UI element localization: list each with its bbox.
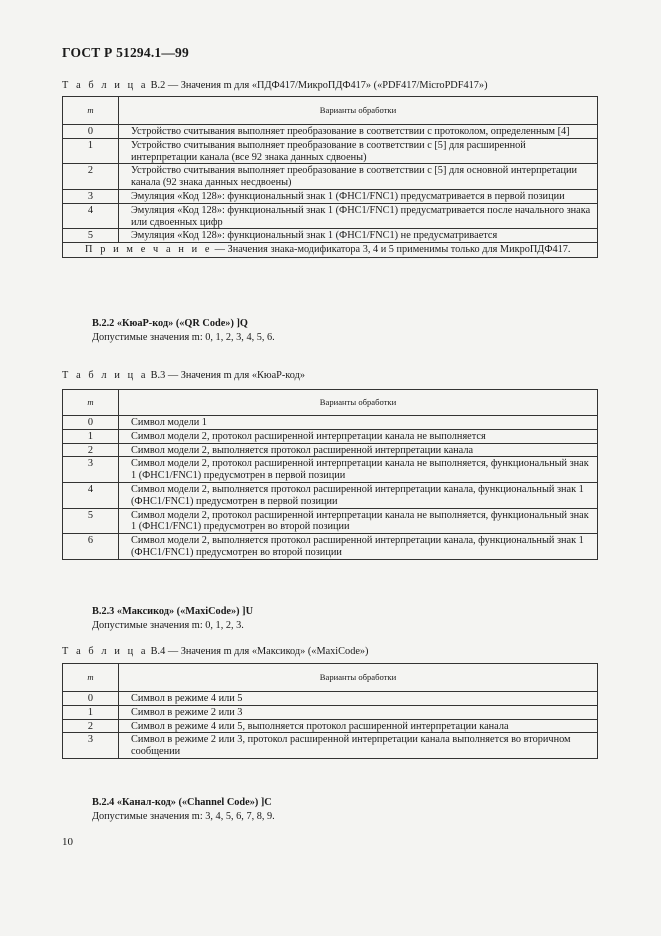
table-row [63, 138, 598, 164]
row-description: Символ модели 2, протокол расширенной интерпретации канала не выполняется [119, 429, 598, 443]
table-row [63, 229, 598, 243]
row-description: Эмуляция «Код 128»: функциональный знак 1 (ФНС1/FNC1) предусматривается после начального знака или сдвоенных цифр [119, 203, 598, 229]
row-description: Символ в режиме 4 или 5, выполняется протокол расширенной интерпретации канала [119, 719, 598, 733]
row-m-value: 1 [63, 138, 119, 164]
document-title: ГОСТ Р 51294.1—99 [62, 45, 189, 60]
row-description: Символ модели 2, выполняется протокол расширенной интерпретации канала, функциональный знак 1 (ФНС1/FNC1) предусмотрен в первой позиции [119, 482, 598, 508]
table-b3 [62, 389, 598, 560]
row-description: Символ модели 2, выполняется протокол расширенной интерпретации канала [119, 443, 598, 457]
row-m-value: 1 [63, 705, 119, 719]
note-label: П р и м е ч а н и е [85, 244, 213, 256]
table-b3-header-desc: Варианты обработки [119, 390, 598, 416]
row-m-value: 2 [63, 164, 119, 190]
row-m-value: 0 [63, 125, 119, 139]
table-b4-caption [62, 646, 369, 657]
row-description: Символ модели 2, протокол расширенной интерпретации канала не выполняется, функциональный знак 1 (ФНС1/FNC1) предусмотрен в первой позиции [119, 457, 598, 483]
table-b4-caption-label: Т а б л и ц а [62, 646, 149, 657]
table-b3-caption [62, 370, 305, 381]
table-row [63, 429, 598, 443]
table-b4-header-desc: Варианты обработки [119, 664, 598, 692]
table-row [63, 508, 598, 534]
row-description: Символ модели 1 [119, 416, 598, 430]
row-m-value: 4 [63, 482, 119, 508]
row-m-value: 6 [63, 534, 119, 560]
row-m-value: 1 [63, 429, 119, 443]
table-b3-caption-text: В.3 — Значения m для «КюаР-код» [148, 370, 306, 381]
section-b23-values: Допустимые значения m: 0, 1, 2, 3. [92, 620, 244, 631]
section-b24-heading: В.2.4 «Канал-код» («Channel Code») ]C [92, 797, 272, 808]
row-description: Символ в режиме 2 или 3 [119, 705, 598, 719]
note-text: — Значения знака-модификатора 3, 4 и 5 применимы только для МикроПДФ417. [212, 244, 571, 256]
section-b23-heading: В.2.3 «Максикод» («MaxiCode») ]U [92, 606, 254, 617]
row-description: Эмуляция «Код 128»: функциональный знак 1 (ФНС1/FNC1) не предусматривается [119, 229, 598, 243]
row-description: Символ модели 2, выполняется протокол расширенной интерпретации канала, функциональный знак 1 (ФНС1/FNC1) предусмотрен во второй позиции [119, 534, 598, 560]
table-b2 [62, 96, 598, 258]
table-row [63, 733, 598, 759]
section-b24-values: Допустимые значения m: 3, 4, 5, 6, 7, 8, 9. [92, 811, 275, 822]
table-b3-header-m: m [63, 390, 119, 416]
row-description: Эмуляция «Код 128»: функциональный знак 1 (ФНС1/FNC1) предусматривается в первой позиции [119, 189, 598, 203]
table-row [63, 705, 598, 719]
row-description: Устройство считывания выполняет преобразование в соответствии с [5] для основной интерпретации канала (92 знака данных несдвоены) [119, 164, 598, 190]
table-b4-header-m: m [63, 664, 119, 692]
row-m-value: 3 [63, 733, 119, 759]
row-m-value: 0 [63, 692, 119, 706]
table-note-row [63, 243, 598, 258]
table-b4-caption-text: В.4 — Значения m для «Максикод» («MaxiCode») [148, 646, 369, 657]
table-row [63, 203, 598, 229]
table-row [63, 457, 598, 483]
table-b2-caption-label: Т а б л и ц а [62, 80, 149, 91]
table-b2-caption [62, 80, 488, 91]
table-row [63, 534, 598, 560]
row-description: Символ модели 2, протокол расширенной интерпретации канала не выполняется, функциональный знак 1 (ФНС1/FNC1) предусмотрен во второй позиции [119, 508, 598, 534]
row-description: Символ в режиме 4 или 5 [119, 692, 598, 706]
table-row [63, 189, 598, 203]
table-row [63, 719, 598, 733]
table-b2-header-desc: Варианты обработки [119, 97, 598, 125]
table-row [63, 443, 598, 457]
table-b4 [62, 663, 598, 759]
row-description: Символ в режиме 2 или 3, протокол расширенной интерпретации канала выполняется во вторичном сообщении [119, 733, 598, 759]
row-m-value: 3 [63, 189, 119, 203]
table-row [63, 416, 598, 430]
section-b22-values: Допустимые значения m: 0, 1, 2, 3, 4, 5, 6. [92, 332, 275, 343]
table-b3-caption-label: Т а б л и ц а [62, 370, 149, 381]
row-m-value: 5 [63, 229, 119, 243]
table-note [63, 243, 598, 258]
table-row [63, 692, 598, 706]
row-m-value: 0 [63, 416, 119, 430]
page-number: 10 [62, 836, 73, 848]
row-m-value: 5 [63, 508, 119, 534]
row-m-value: 2 [63, 719, 119, 733]
table-row [63, 482, 598, 508]
table-row [63, 164, 598, 190]
row-description: Устройство считывания выполняет преобразование в соответствии с [5] для расширенной интерпретации канала (все 92 знака данных сдвоены) [119, 138, 598, 164]
section-b22-heading: В.2.2 «КюаР-код» («QR Code») ]Q [92, 318, 248, 329]
table-row [63, 125, 598, 139]
row-description: Устройство считывания выполняет преобразование в соответствии с протоколом, определенным [4] [119, 125, 598, 139]
row-m-value: 3 [63, 457, 119, 483]
table-b2-caption-text: В.2 — Значения m для «ПДФ417/МикроПДФ417» («PDF417/MicroPDF417») [148, 80, 488, 91]
row-m-value: 2 [63, 443, 119, 457]
table-b2-header-m: m [63, 97, 119, 125]
row-m-value: 4 [63, 203, 119, 229]
